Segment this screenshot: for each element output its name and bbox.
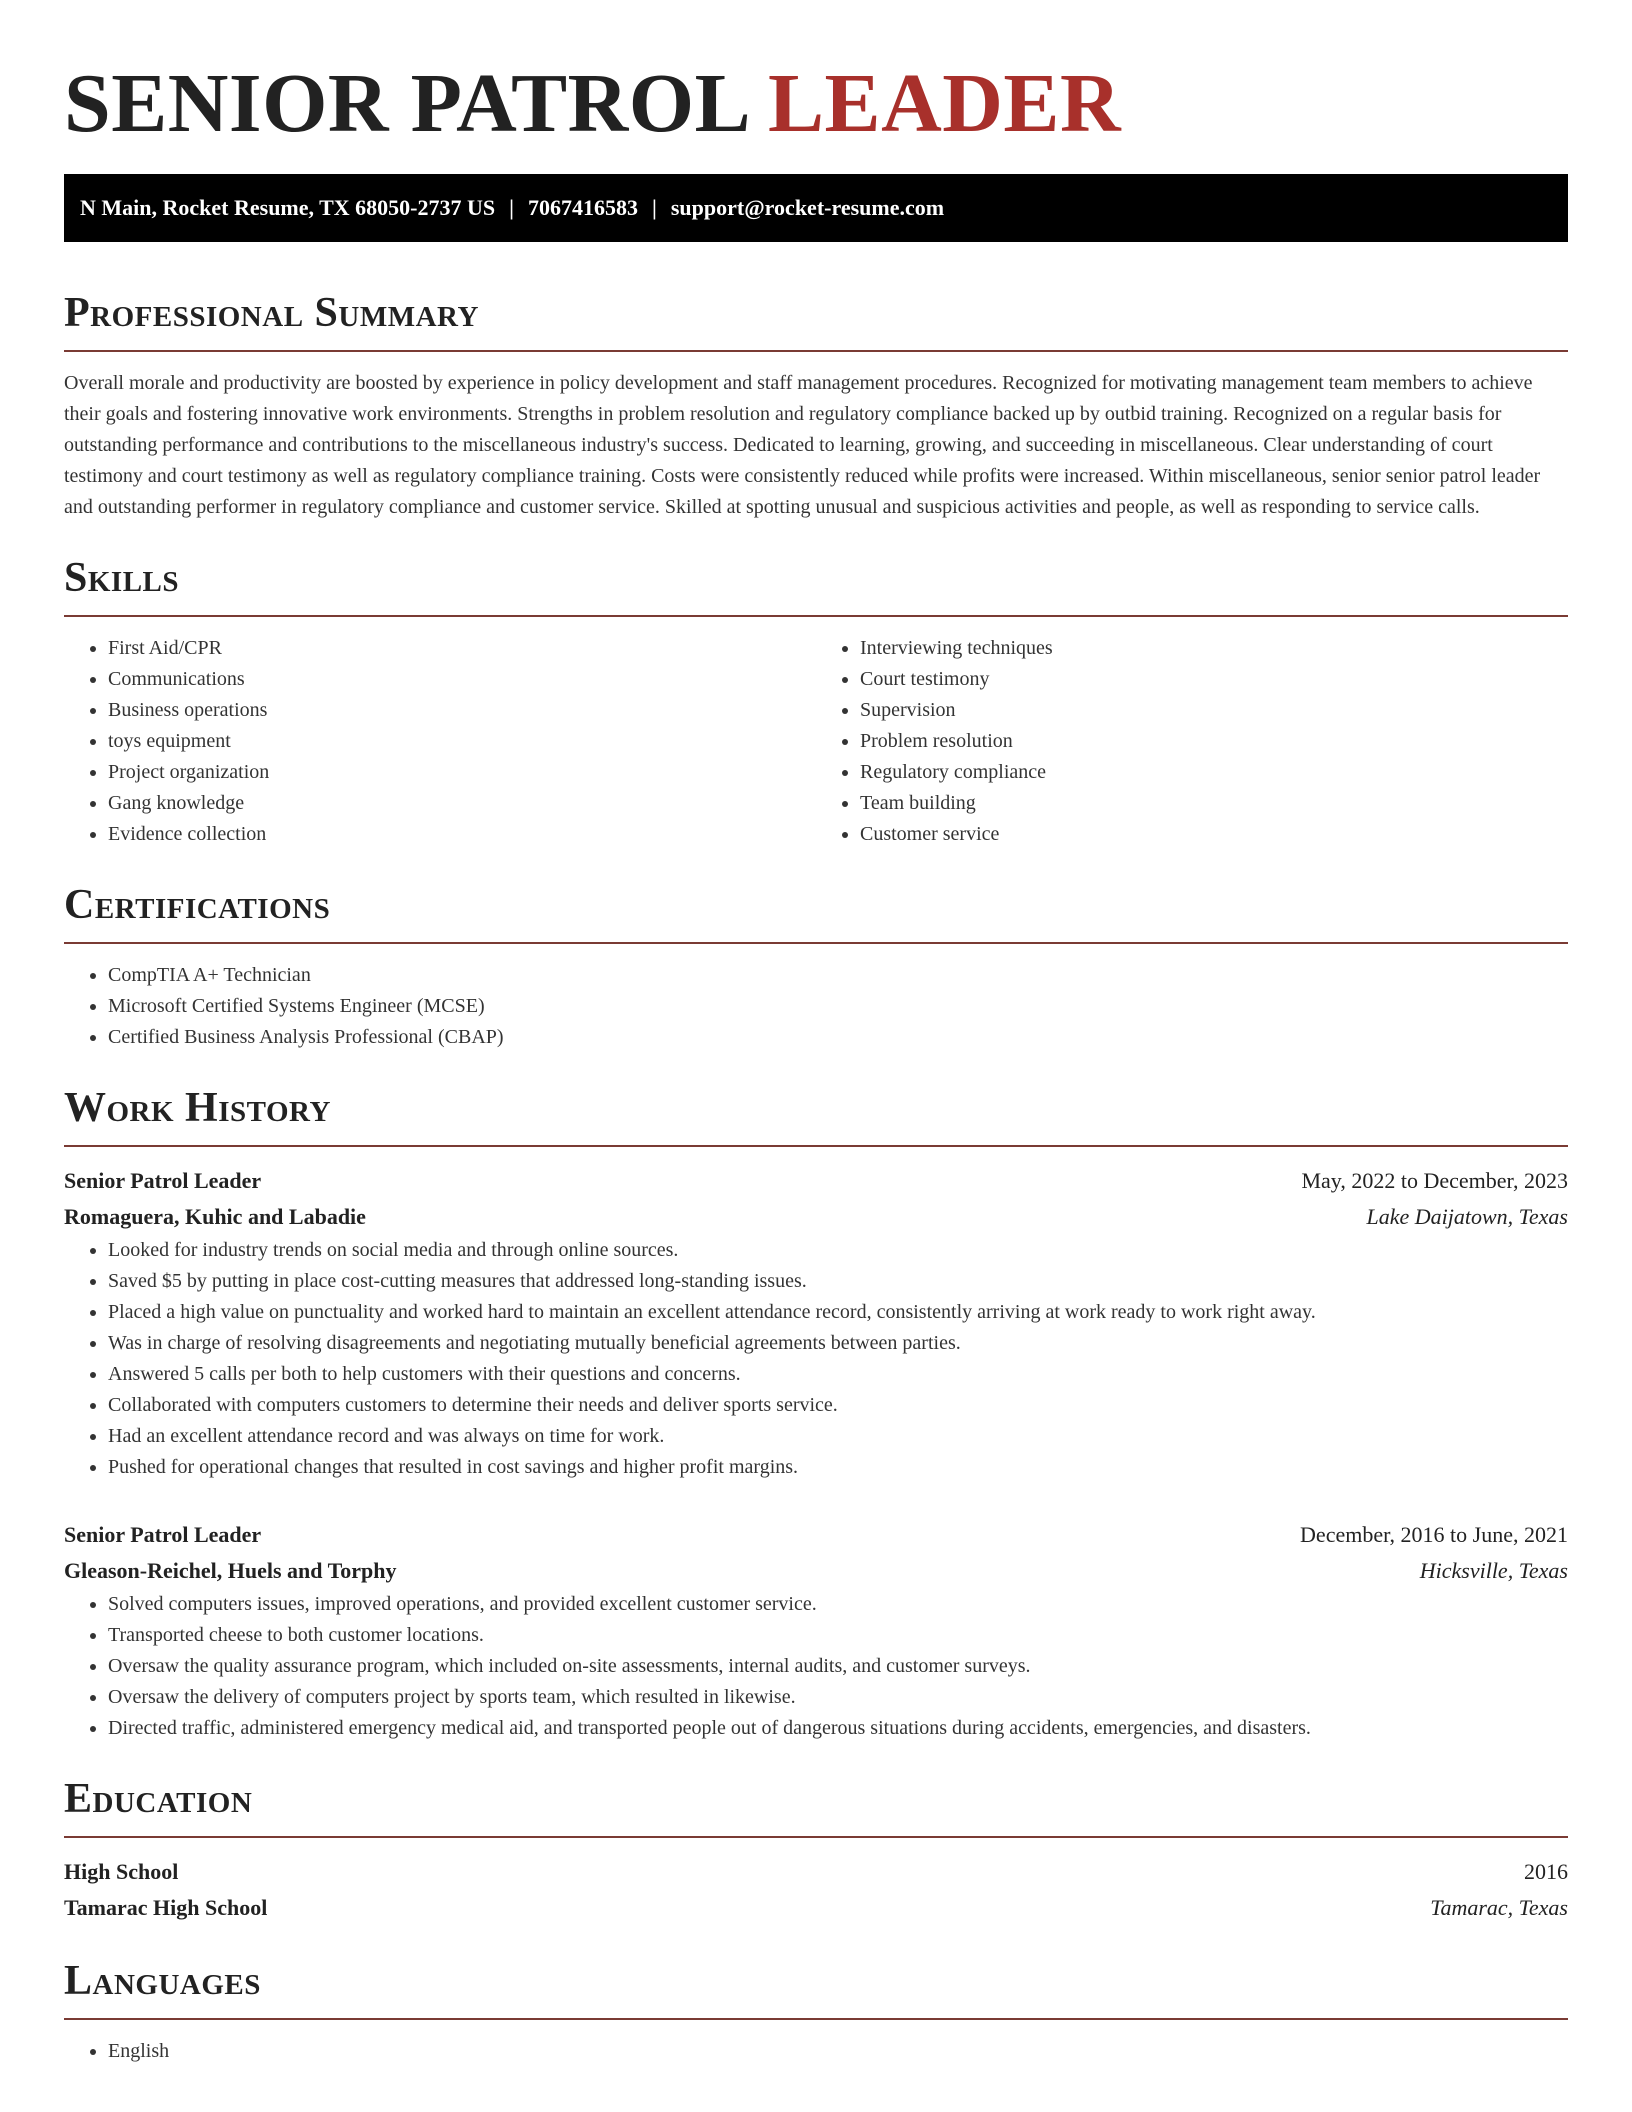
name-accent: LEADER — [768, 57, 1122, 150]
skill-item: • toys equipment — [108, 726, 816, 757]
job-role: Senior Patrol Leader — [64, 1168, 262, 1193]
section-divider — [64, 350, 1568, 352]
job-role: Senior Patrol Leader — [64, 1522, 262, 1547]
certification-item: • Microsoft Certified Systems Engineer (MCSE) — [108, 991, 1568, 1022]
summary-section — [64, 286, 1568, 523]
languages-list — [64, 2036, 1568, 2067]
section-divider — [64, 942, 1568, 944]
job-bullet: • Pushed for operational changes that resulted in cost savings and higher profit margins. — [108, 1452, 1568, 1483]
skill-item: • Regulatory compliance — [860, 757, 1568, 788]
contact-address: N Main, Rocket Resume, TX 68050-2737 US — [80, 195, 496, 220]
job-bullet: • Collaborated with computers customers to determine their needs and deliver sports service. — [108, 1390, 1568, 1421]
name-first: SENIOR PATROL — [64, 57, 747, 150]
job-bullet: • Transported cheese to both customer locations. — [108, 1620, 1568, 1651]
job-location: Lake Daijatown, Texas — [1366, 1204, 1568, 1229]
education-school: Tamarac High School — [64, 1895, 268, 1920]
job-company: Romaguera, Kuhic and Labadie — [64, 1204, 366, 1229]
job-bullets — [64, 1235, 1568, 1483]
job-entry — [64, 1517, 1568, 1744]
job-header-row — [64, 1517, 1568, 1553]
education-degree: High School — [64, 1859, 179, 1884]
skill-item: • Interviewing techniques — [860, 633, 1568, 664]
job-bullet: • Was in charge of resolving disagreements and negotiating mutually beneficial agreements between parties. — [108, 1328, 1568, 1359]
job-bullet: • Oversaw the quality assurance program, which included on-site assessments, internal audits, and customer surveys. — [108, 1651, 1568, 1682]
skill-item: • Court testimony — [860, 664, 1568, 695]
languages-section — [64, 1954, 1568, 2067]
skills-list-left — [64, 633, 816, 850]
job-company-row — [64, 1553, 1568, 1589]
skill-item: • Team building — [860, 788, 1568, 819]
certifications-title: Certifications — [64, 882, 331, 928]
job-bullets — [64, 1589, 1568, 1744]
skill-item: • Supervision — [860, 695, 1568, 726]
job-bullet: • Solved computers issues, improved operations, and provided excellent customer service. — [108, 1589, 1568, 1620]
skill-item: • Gang knowledge — [108, 788, 816, 819]
education-title: Education — [64, 1776, 253, 1822]
resume-name — [64, 58, 1568, 150]
education-year: 2016 — [1524, 1859, 1568, 1884]
job-bullet: • Looked for industry trends on social media and through online sources. — [108, 1235, 1568, 1266]
certification-item: • CompTIA A+ Technician — [108, 960, 1568, 991]
skill-item: • Problem resolution — [860, 726, 1568, 757]
job-bullet: • Directed traffic, administered emergency medical aid, and transported people out of dangerous situations during accidents, emergencies, and disasters. — [108, 1713, 1568, 1744]
education-section — [64, 1772, 1568, 1926]
section-divider — [64, 1836, 1568, 1838]
section-divider — [64, 615, 1568, 617]
job-bullet: • Oversaw the delivery of computers project by sports team, which resulted in likewise. — [108, 1682, 1568, 1713]
skill-item: • Evidence collection — [108, 819, 816, 850]
skill-item: • First Aid/CPR — [108, 633, 816, 664]
job-bullet: • Saved $5 by putting in place cost-cutting measures that addressed long-standing issues. — [108, 1266, 1568, 1297]
skill-item: • Project organization — [108, 757, 816, 788]
certifications-section — [64, 878, 1568, 1053]
certification-item: • Certified Business Analysis Professional (CBAP) — [108, 1022, 1568, 1053]
job-company: Gleason-Reichel, Huels and Torphy — [64, 1558, 397, 1583]
education-entry — [64, 1854, 1568, 1926]
job-location: Hicksville, Texas — [1419, 1558, 1568, 1583]
skills-section — [64, 551, 1568, 850]
contact-email[interactable]: support@rocket-resume.com — [670, 195, 945, 220]
job-entry — [64, 1163, 1568, 1483]
contact-phone: 7067416583 — [528, 195, 638, 220]
job-bullet: • Answered 5 calls per both to help customers with their questions and concerns. — [108, 1359, 1568, 1390]
job-header-row — [64, 1163, 1568, 1199]
languages-title: Languages — [64, 1958, 261, 2004]
job-dates: December, 2016 to June, 2021 — [1300, 1522, 1568, 1547]
skills-grid — [64, 633, 1568, 850]
job-company-row — [64, 1199, 1568, 1235]
summary-title: Professional Summary — [64, 290, 479, 336]
job-bullet: • Had an excellent attendance record and was always on time for work. — [108, 1421, 1568, 1452]
skills-list-right — [816, 633, 1568, 850]
education-school-row — [64, 1890, 1568, 1926]
education-header-row — [64, 1854, 1568, 1890]
section-divider — [64, 2018, 1568, 2020]
certifications-list — [64, 960, 1568, 1053]
skills-title: Skills — [64, 555, 180, 601]
skill-item: • Communications — [108, 664, 816, 695]
job-bullet: • Placed a high value on punctuality and worked hard to maintain an excellent attendance record, consistently arriving at work ready to work right away. — [108, 1297, 1568, 1328]
skill-item: • Business operations — [108, 695, 816, 726]
summary-text: Overall morale and productivity are boosted by experience in policy development and staff management procedures. Recognized for motivating management team members to achieve their goals and fostering innovative work environments. Strengths in problem resolution and regulatory compliance backed up by outbid training. Recognized on a regular basis for outstanding performance and contributions to the miscellaneous industry's success. Dedicated to learning, growing, and succeeding in miscellaneous. Clear understanding of court testimony and court testimony as well as regulatory compliance training. Costs were consistently reduced while profits were increased. Within miscellaneous, senior senior patrol leader and outstanding performer in regulatory compliance and customer service. Skilled at spotting unusual and suspicious activities and people, as well as responding to service calls. — [64, 372, 1541, 518]
job-dates: May, 2022 to December, 2023 — [1301, 1168, 1568, 1193]
contact-bar — [64, 174, 1568, 242]
section-divider — [64, 1145, 1568, 1147]
education-location: Tamarac, Texas — [1430, 1895, 1568, 1920]
language-item: • English — [108, 2036, 1568, 2067]
skill-item: • Customer service — [860, 819, 1568, 850]
contact-separator: | — [509, 195, 514, 220]
contact-separator: | — [652, 195, 657, 220]
work-history-section — [64, 1081, 1568, 1744]
work-history-title: Work History — [64, 1085, 331, 1131]
